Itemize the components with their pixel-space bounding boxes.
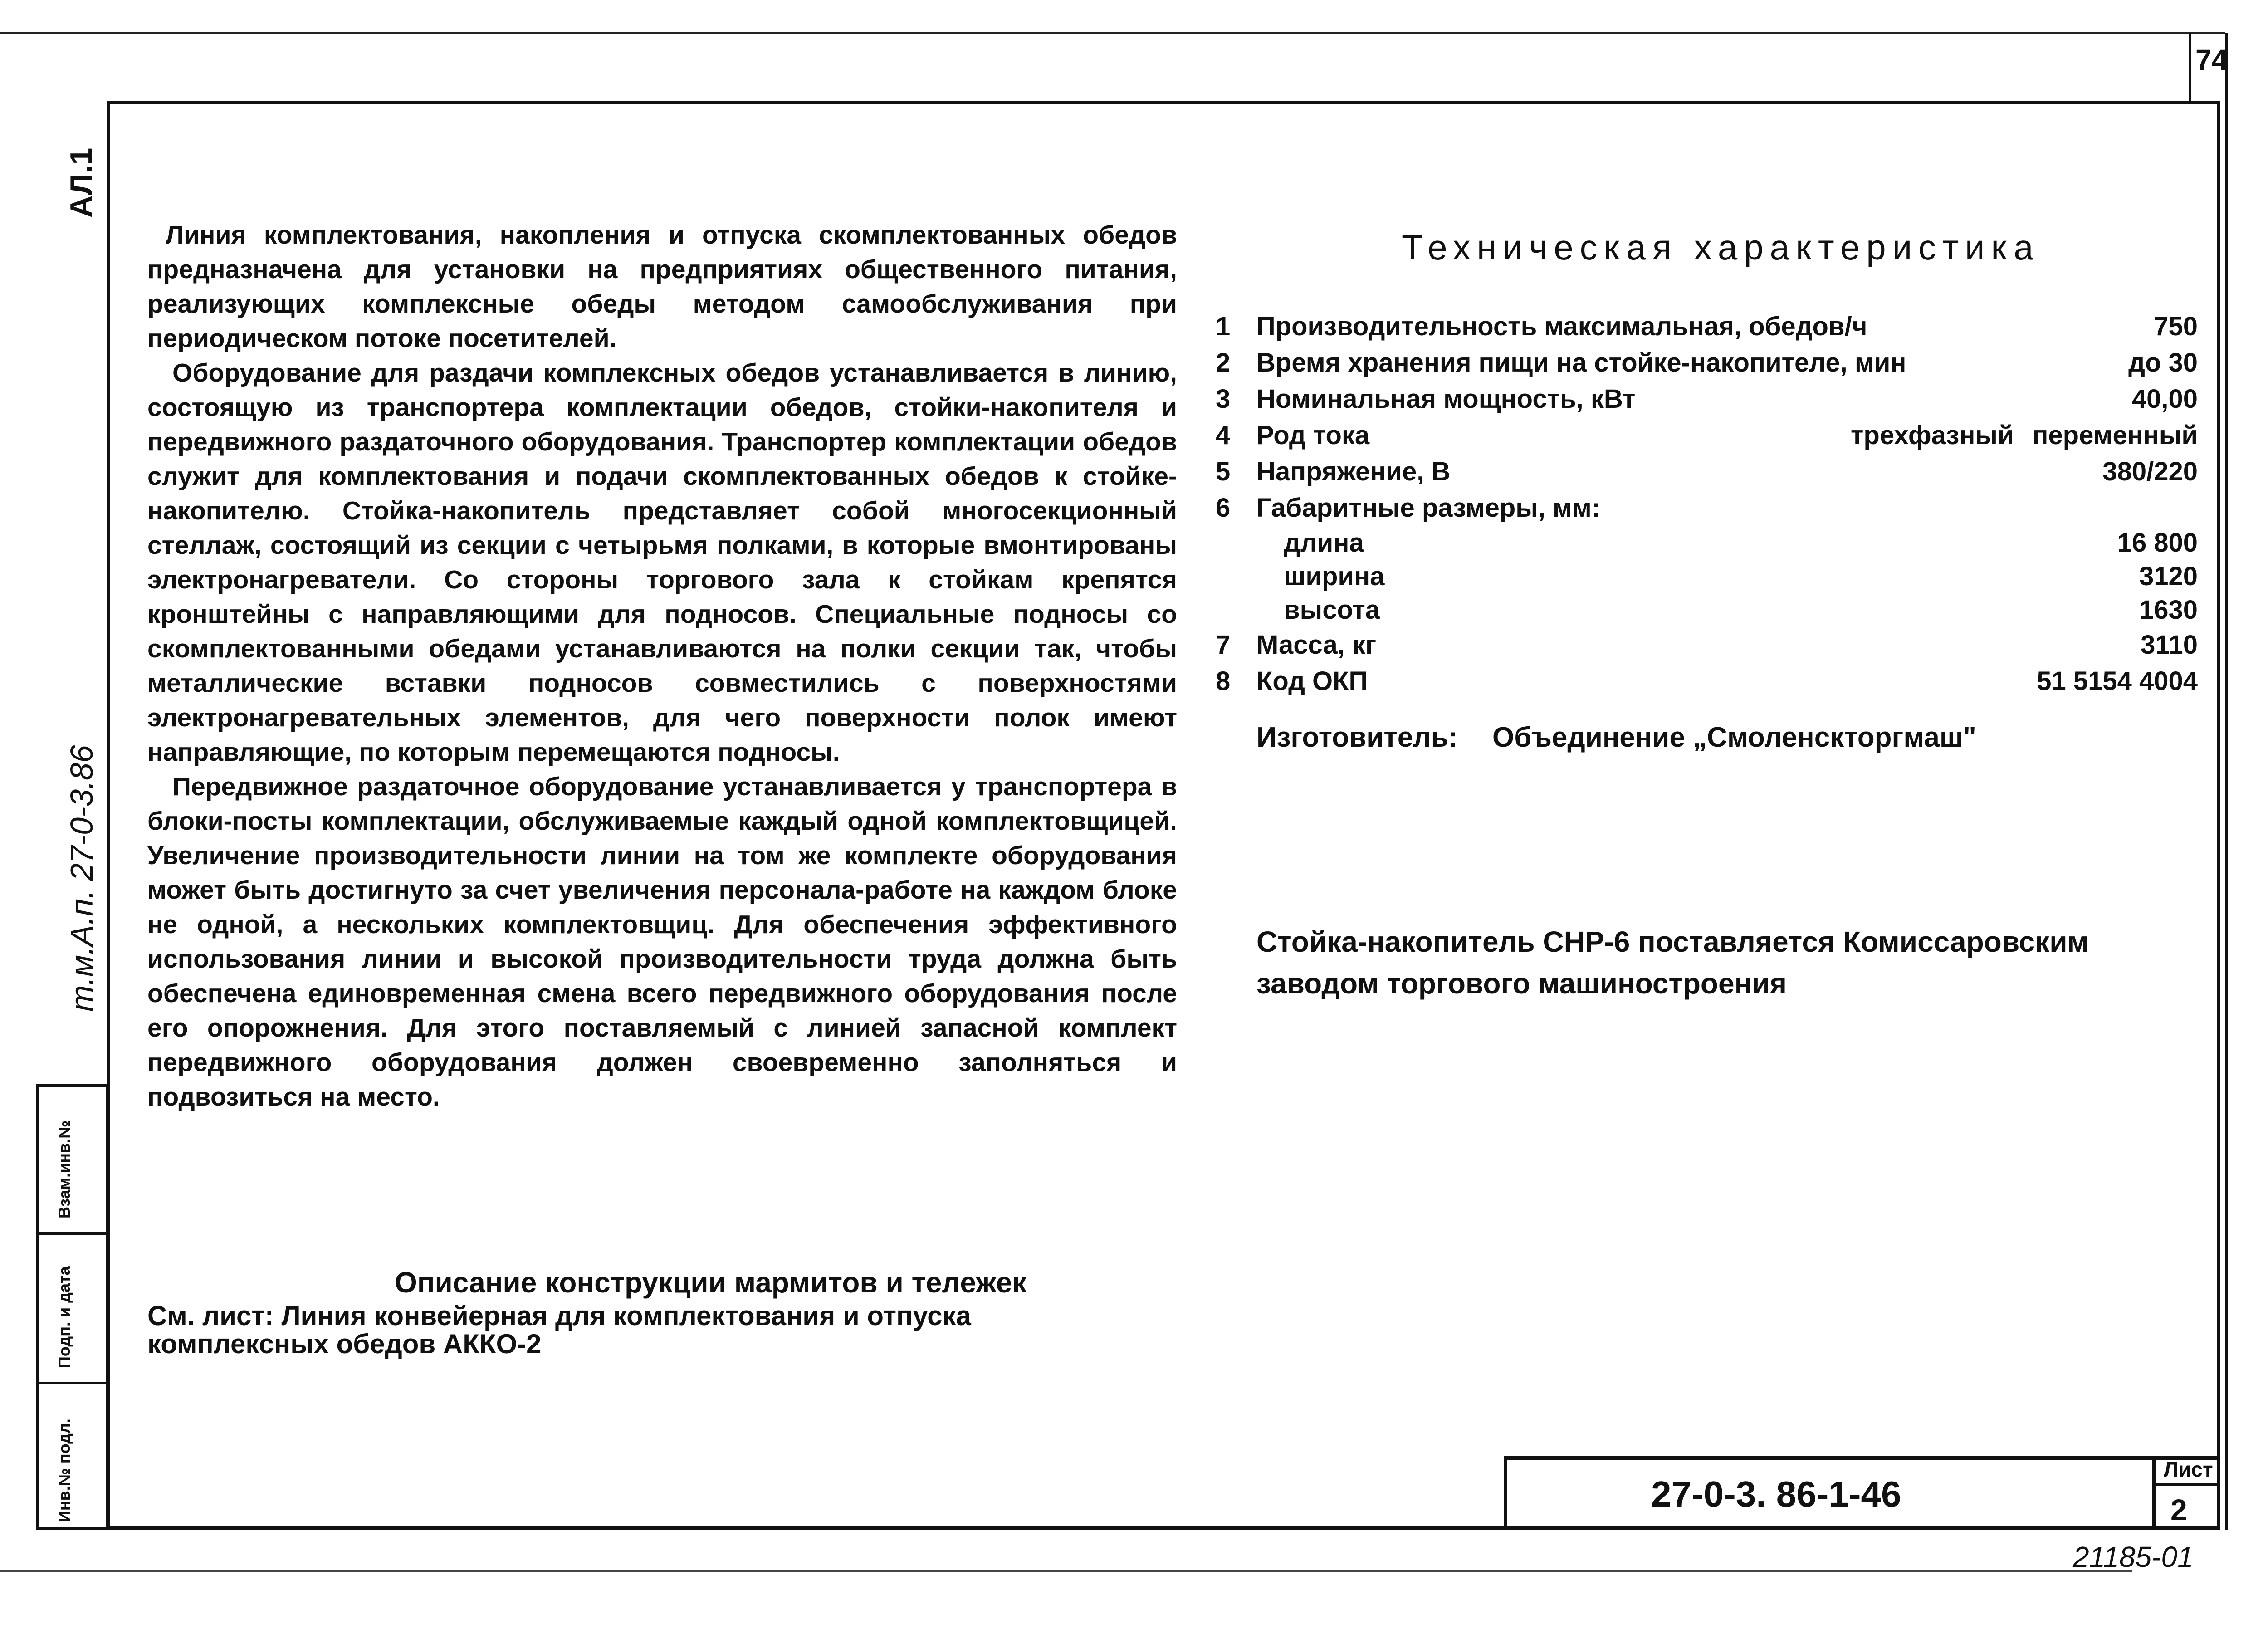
top-rule xyxy=(0,32,2225,34)
spec-row-value: 16 800 xyxy=(2117,528,2198,558)
paragraph: Оборудование для раздачи комплексных обедов устанавливается в линию, состоящую из транспортера комплектации обедов, стойки-накопителя и передвижного раздаточного оборудования. Транспортер комплектации обедов служит для комплектования и подачи скомплектованных обедов к стойке-накопителю. Стойка-накопитель представляет собой многосекционный стеллаж, состоящий из секции с четырьмя полками, в которые вмонтированы электронагреватели. Со стороны торгового зала к стойкам крепятся кронштейны с направляющими для подносов. Специальные подносы со скомплектованными обедами устанавливаются на полки секции так, чтобы металлические вставки подносов совместились с поверхностями электронагревательных элементов, для чего поверхности полок имеют направляющие, по которым перемещаются подносы. xyxy=(147,358,1177,767)
spec-title: Техническая характеристика xyxy=(1402,227,2040,267)
spec-row-label: высота xyxy=(1284,595,1380,625)
spec-row-label: Род тока xyxy=(1256,421,1370,450)
paragraph: Передвижное раздаточное оборудование устанавливается у транспортера в блоки-посты комплектации, обслуживаемые каждый одной комплектовщицей. Увеличение производительности линии на том же комплекте оборудования может быть достигнуто за счет увеличения персонала-работе на каждом блоке не одной, а нескольких комплектовщиц. Для обеспечения эффективного использования линии и высокой производительности труда должна быть обеспечена единовременная смена всего передвижного оборудования после его опорожнения. Для этого поставляемый с линией запасной комплект передвижного оборудования должен своевременно заполняться и подвозиться на место. xyxy=(147,772,1177,1111)
description-text xyxy=(147,218,1177,1114)
frame-right-edge xyxy=(2225,33,2228,1530)
paragraph: Линия комплектования, накопления и отпуска скомплектованных обедов предназначена для установки на предприятиях общественного питания, реализующих комплексные обеды методом самообслуживания при периодическом потоке посетителей. xyxy=(147,220,1177,353)
spec-row-value: до 30 xyxy=(2128,348,2198,377)
bottom-rule xyxy=(0,1570,2132,1572)
spec-row-label: ширина xyxy=(1284,562,1385,591)
spec-row-number: 7 xyxy=(1216,630,1231,660)
spec-row-label: Габаритные размеры, мм: xyxy=(1256,493,1601,523)
spec-row-number: 5 xyxy=(1216,457,1231,486)
spec-row xyxy=(1216,345,2204,381)
stamp-label: Инв.№ подл. xyxy=(55,1419,73,1522)
spec-row-value: 3110 xyxy=(2141,630,2198,660)
spec-row-label: Напряжение, В xyxy=(1256,457,1451,486)
spec-row xyxy=(1216,593,2204,627)
manufacturer-label: Изготовитель: xyxy=(1256,722,1458,753)
spec-row-value: 51 5154 4004 xyxy=(2037,666,2198,696)
section-reference: См. лист: Линия конвейерная для комплектования и отпуска комплексных обедов АККО-2 xyxy=(147,1301,971,1359)
spec-row-number: 4 xyxy=(1216,421,1231,450)
spec-row-value: 380/220 xyxy=(2102,457,2198,486)
spec-row xyxy=(1216,663,2204,700)
spec-row-number: 1 xyxy=(1216,312,1231,341)
spec-row-value: 40,00 xyxy=(2131,384,2198,414)
stamp-label: Взам.инв.№ xyxy=(55,1120,73,1218)
spec-row-number: 2 xyxy=(1216,348,1231,377)
spec-row-label: Номинальная мощность, кВт xyxy=(1256,384,1636,414)
document-code: 27-0-3. 86-1-46 xyxy=(1651,1474,1901,1514)
spec-row-number: 6 xyxy=(1216,493,1231,523)
spec-row xyxy=(1216,490,2204,526)
spec-row-label: Время хранения пищи на стойке-накопителе, мин xyxy=(1256,348,1906,377)
stamp-label: Подп. и дата xyxy=(55,1266,73,1368)
spec-row xyxy=(1216,627,2204,663)
spec-row-label: Производительность максимальная, обедов/ч xyxy=(1256,312,1867,341)
spec-row-value: 750 xyxy=(2154,312,2198,341)
handwritten-mark: т.м.А.п. 27-0-3.86 xyxy=(64,745,99,1012)
stamp-divider xyxy=(39,1382,106,1384)
spec-row xyxy=(1216,560,2204,593)
sheet-cell-divider xyxy=(2156,1483,2220,1486)
side-stamp xyxy=(36,1084,109,1530)
spec-row xyxy=(1216,454,2204,490)
archive-number: 21185-01 xyxy=(2073,1541,2194,1573)
spec-row xyxy=(1216,526,2204,560)
spec-row-number: 3 xyxy=(1216,384,1231,414)
manufacturer-value: Объединение „Смоленскторгмаш" xyxy=(1492,722,1976,753)
spec-row-value: 3120 xyxy=(2139,562,2198,591)
spec-row-value: переменный xyxy=(2032,421,2198,450)
manufacturer-line xyxy=(1256,721,1976,753)
spec-row-label: Масса, кг xyxy=(1256,630,1377,660)
sheet-label: Лист xyxy=(2164,1458,2213,1481)
title-block-sheet-number: 2 xyxy=(2170,1493,2187,1526)
spec-row-number: 8 xyxy=(1216,666,1231,696)
spec-row-value: 1630 xyxy=(2139,595,2198,625)
spec-list xyxy=(1216,308,2204,700)
sheet-number: 74 xyxy=(2195,44,2228,76)
spec-row-label: длина xyxy=(1284,528,1364,558)
spec-row xyxy=(1216,308,2204,345)
spec-row-label: Код ОКП xyxy=(1256,666,1368,696)
spec-row xyxy=(1216,417,2204,454)
section-title: Описание конструкции мармитов и тележек xyxy=(395,1266,1027,1299)
stamp-divider xyxy=(39,1232,106,1235)
spec-row xyxy=(1216,381,2204,417)
supply-note: Стойка-накопитель СНР-6 поставляется Комиссаровским заводом торгового машиностроения xyxy=(1256,925,2089,1000)
album-mark: АЛ.1 xyxy=(64,147,98,218)
spec-row-note: трехфазный xyxy=(1851,421,2014,450)
